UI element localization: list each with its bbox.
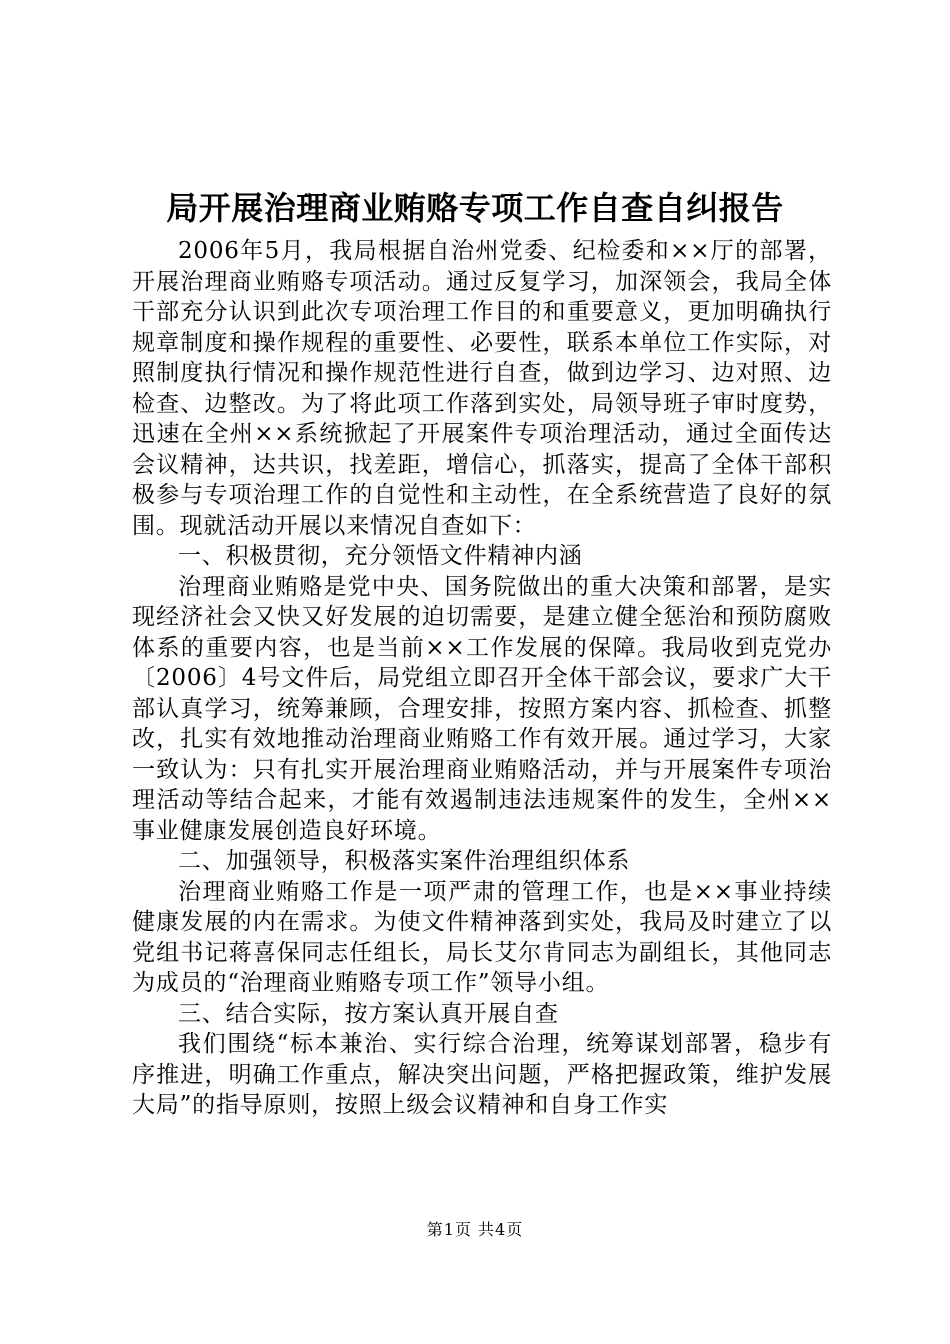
- document-title: 局开展治理商业贿赂专项工作自查自纠报告: [166, 189, 784, 227]
- document-body: [132, 236, 832, 1121]
- section-3-paragraph: 我们围绕“标本兼治、实行综合治理，统筹谋划部署，稳步有序推进，明确工作重点，解决突出问题，严格把握政策，维护发展大局”的指导原则，按照上级会议精神和自身工作实: [132, 1031, 832, 1118]
- section-2-paragraph: 治理商业贿赂工作是一项严肃的管理工作，也是××事业持续健康发展的内在需求。为使文件精神落到实处，我局及时建立了以党组书记蒋喜保同志任组长，局长艾尔肯同志为副组长，其他同志为成员的“治理商业贿赂专项工作”领导小组。: [132, 878, 832, 996]
- section-heading-1: 一、积极贯彻，充分领悟文件精神内涵: [178, 543, 583, 569]
- section-1-paragraph: 治理商业贿赂是党中央、国务院做出的重大决策和部署，是实现经济社会又快又好发展的迫切需要，是建立健全惩治和预防腐败体系的重要内容，也是当前××工作发展的保障。我局收到克党办〔2006〕4号文件后，局党组立即召开全体干部会议，要求广大干部认真学习，统筹兼顾，合理安排，按照方案内容、抓检查、抓整改，扎实有效地推动治理商业贿赂工作有效开展。通过学习，大家一致认为：只有扎实开展治理商业贿赂活动，并与开展案件专项治理活动等结合起来，才能有效遏制违法违规案件的发生，全州××事业健康发展创造良好环境。: [132, 573, 832, 844]
- page-number-footer: 第1页 共4页: [426, 1220, 524, 1239]
- section-heading-2: 二、加强领导，积极落实案件治理组织体系: [178, 848, 631, 874]
- section-heading-3: 三、结合实际，按方案认真开展自查: [178, 1000, 559, 1027]
- intro-paragraph: 2006年5月，我局根据自治州党委、纪检委和××厅的部署，开展治理商业贿赂专项活动。通过反复学习，加深领会，我局全体干部充分认识到此次专项治理工作目的和重要意义，更加明确执行规章制度和操作规程的重要性、必要性，联系本单位工作实际，对照制度执行情况和操作规范性进行自查，做到边学习、边对照、边检查、边整改。为了将此项工作落到实处，局领导班子审时度势，迅速在全州××系统掀起了开展案件专项治理活动，通过全面传达会议精神，达共识，找差距，增信心，抓落实，提高了全体干部积极参与专项治理工作的自觉性和主动性，在全系统营造了良好的氛围。现就活动开展以来情况自查如下：: [132, 238, 832, 539]
